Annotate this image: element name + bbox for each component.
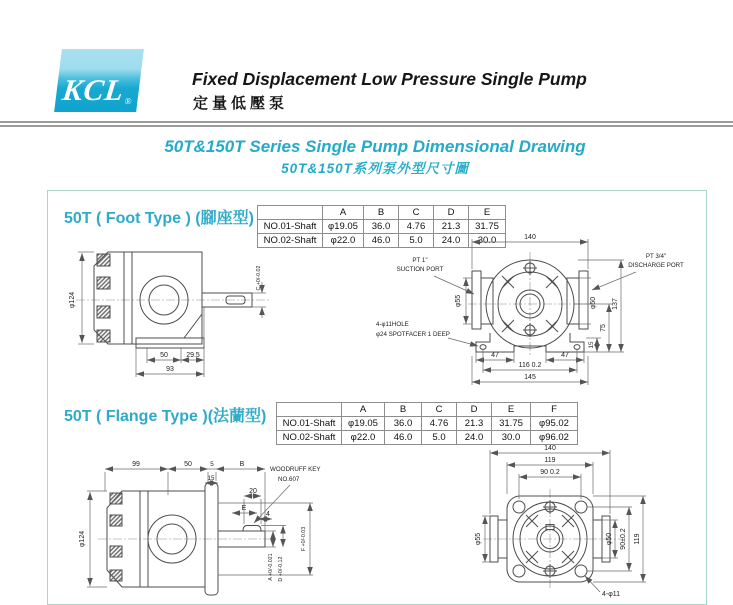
table-row: [277, 417, 578, 431]
dim-119-top: 119: [544, 457, 556, 464]
cell: 21.3: [434, 220, 469, 234]
discharge-port-label: DISCHARGE PORT: [628, 262, 684, 269]
dim-137: 137: [612, 298, 619, 310]
cell: φ19.05: [342, 417, 385, 431]
cell: 5.0: [422, 431, 457, 445]
table-header-row: [258, 206, 506, 220]
cell: φ96.02: [531, 431, 578, 445]
cell: 30.0: [469, 234, 506, 248]
cell: NO.02-Shaft: [277, 431, 342, 445]
cell: 30.0: [492, 431, 531, 445]
dim-47-left: 47: [491, 352, 499, 359]
pump-body-outline: [98, 483, 276, 595]
table-header-row: [277, 403, 578, 417]
dim-29-5: 29.5: [186, 352, 200, 359]
flange-type-side-view-drawing: [60, 455, 350, 602]
flange-type-front-view-drawing: [445, 437, 705, 603]
dim-dia124: φ124: [69, 291, 76, 309]
cell: φ19.05: [323, 220, 364, 234]
header-cell: [277, 403, 342, 417]
dim-50: 50: [184, 461, 192, 468]
doc-title-en: 50T&150T Series Single Pump Dimensional Drawing: [164, 137, 586, 156]
cell: 4.76: [422, 417, 457, 431]
header-cell: E: [469, 206, 506, 220]
dim-dia50: φ50: [590, 296, 597, 310]
suction-port-label: SUCTION PORT: [396, 266, 444, 273]
cell: 31.75: [492, 417, 531, 431]
header-divider: [0, 121, 733, 127]
flange-type-section-title: 50T ( Flange Type )(法蘭型): [64, 408, 267, 425]
dim-145: 145: [524, 374, 536, 381]
discharge-port-label: PT 3/4": [645, 253, 667, 260]
cell: 36.0: [385, 417, 422, 431]
dim-116: 116 0.2: [518, 362, 542, 369]
registered-mark-icon: ®: [124, 96, 133, 106]
header-title-zh: 定量低壓泵: [193, 95, 289, 112]
dim-shaft-tolerance-c: C +0/-0.02: [256, 265, 262, 291]
cell: 4.76: [399, 220, 434, 234]
cell: 46.0: [385, 431, 422, 445]
woodruff-key-label: NO.607: [278, 476, 300, 483]
cell: φ22.0: [342, 431, 385, 445]
flange-front-outline: [483, 489, 621, 589]
dim-20: 20: [249, 488, 257, 495]
cell: 21.3: [457, 417, 492, 431]
cell: 24.0: [457, 431, 492, 445]
dim-dia55: φ55: [455, 294, 462, 308]
dim-key-tolerance-d: D +0/-0.12: [278, 556, 284, 582]
dim-90-top: 90 0.2: [540, 469, 560, 476]
cell: 31.75: [469, 220, 506, 234]
foot-type-side-view-drawing: [60, 240, 310, 398]
header-title-en: Fixed Displacement Low Pressure Single Pump: [192, 69, 587, 89]
header-cell: F: [531, 403, 578, 417]
cell: 36.0: [364, 220, 399, 234]
woodruff-key-label: WOODRUFF KEY: [270, 466, 321, 473]
dim-4: 4: [266, 511, 270, 518]
cell: 24.0: [434, 234, 469, 248]
kcl-logo: [54, 49, 144, 112]
dim-shaft-tolerance-a: A +0/-0.021: [268, 553, 274, 581]
dim-dia55: φ55: [475, 532, 482, 546]
cell: φ22.0: [323, 234, 364, 248]
header-cell: C: [399, 206, 434, 220]
dim-93: 93: [166, 366, 174, 373]
foot-type-section-title: 50T ( Foot Type ) (腳座型): [64, 210, 254, 227]
dim-15: 15: [207, 475, 215, 482]
header-cell: D: [457, 403, 492, 417]
dim-99: 99: [132, 461, 140, 468]
doc-title-zh: 50T&150T系列泵外型尺寸圖: [281, 161, 469, 176]
cell: φ95.02: [531, 417, 578, 431]
dim-15: 15: [588, 341, 595, 349]
cell: NO.01-Shaft: [258, 220, 323, 234]
foot-type-front-view-drawing: [368, 226, 704, 396]
dim-119-right: 119: [634, 533, 641, 545]
suction-port-label: PT 1": [412, 257, 428, 264]
dim-140: 140: [524, 234, 536, 241]
dim-4-dia11-holes: 4-φ11: [602, 591, 621, 598]
pump-body-outline: [76, 252, 270, 348]
header-cell: B: [385, 403, 422, 417]
header-cell: A: [342, 403, 385, 417]
header-cell: [258, 206, 323, 220]
dim-50: 50: [160, 352, 168, 359]
dim-75: 75: [600, 324, 607, 332]
dim-90-right: 90±0.2: [620, 528, 627, 550]
cell: NO.02-Shaft: [258, 234, 323, 248]
header-cell: D: [434, 206, 469, 220]
cell: 5.0: [399, 234, 434, 248]
dim-B: B: [239, 461, 245, 468]
mounting-holes-label: 4-φ11HOLE: [376, 321, 409, 328]
cell: 46.0: [364, 234, 399, 248]
dim-47-right: 47: [561, 352, 569, 359]
mounting-holes-label: φ24 SPOTFACER 1 DEEP: [376, 331, 450, 338]
header-cell: A: [323, 206, 364, 220]
cell: NO.01-Shaft: [277, 417, 342, 431]
header-cell: B: [364, 206, 399, 220]
dim-dia124: φ124: [79, 530, 86, 548]
header-cell: C: [422, 403, 457, 417]
kcl-logo-text: KCL: [60, 74, 127, 107]
dim-spigot-tolerance-f: F +0/-0.03: [301, 526, 307, 552]
header-cell: E: [492, 403, 531, 417]
dim-dia50: φ50: [606, 532, 613, 546]
dim-5: 5: [210, 461, 214, 468]
dim-140: 140: [544, 445, 556, 452]
dim-E: E: [241, 505, 247, 512]
